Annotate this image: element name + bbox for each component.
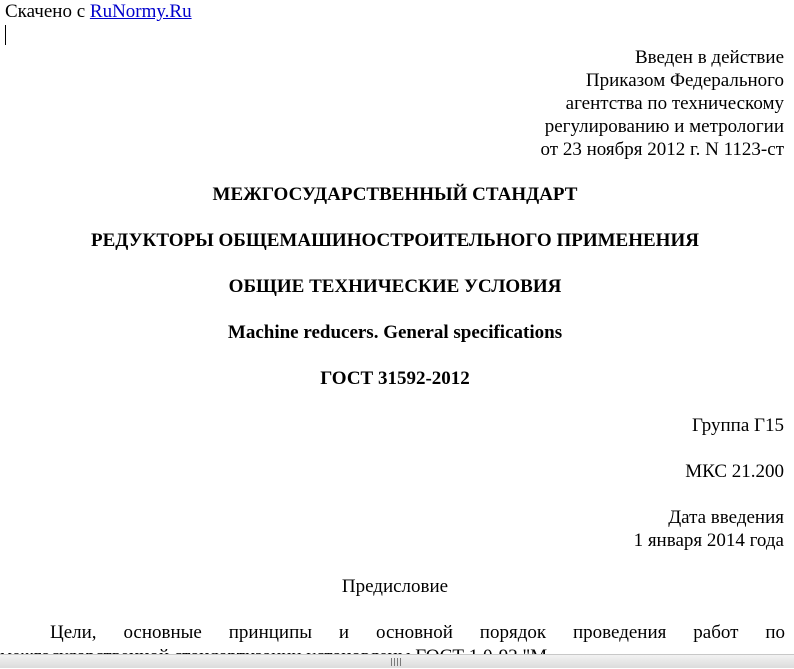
intro-date-label: Дата введения	[668, 507, 784, 528]
enactment-line: регулированию и метрологии	[544, 116, 784, 137]
horizontal-scrollbar[interactable]	[0, 654, 794, 668]
source-link[interactable]: RuNormy.Ru	[89, 1, 192, 22]
source-line	[5, 1, 192, 23]
interstate-standard-heading: МЕЖГОСУДАРСТВЕННЫЙ СТАНДАРТ	[212, 184, 578, 205]
text-cursor	[5, 25, 6, 45]
document-title: РЕДУКТОРЫ ОБЩЕМАШИНОСТРОИТЕЛЬНОГО ПРИМЕНЕНИЯ	[91, 230, 699, 251]
enactment-line: агентства по техническому	[565, 93, 784, 114]
intro-date-value: 1 января 2014 года	[633, 530, 784, 551]
enactment-line: от 23 ноября 2012 г. N 1123-ст	[540, 139, 784, 160]
standard-code: ГОСТ 31592-2012	[320, 368, 470, 389]
group-label: Группа Г15	[691, 415, 784, 436]
enactment-block	[541, 46, 784, 161]
preface-paragraph-line: Цели, основные принципы и основной порядок проведения работ по	[50, 622, 785, 643]
mks-label: МКС 21.200	[685, 461, 784, 482]
enactment-line: Введен в действие	[634, 47, 784, 68]
document-subtitle: ОБЩИЕ ТЕХНИЧЕСКИЕ УСЛОВИЯ	[228, 276, 562, 297]
preface-heading: Предисловие	[341, 576, 449, 597]
source-prefix: Скачено с	[5, 1, 86, 22]
scrollbar-grip-icon[interactable]	[391, 658, 403, 666]
enactment-line: Приказом Федерального	[585, 70, 784, 91]
english-title: Machine reducers. General specifications	[227, 322, 563, 343]
